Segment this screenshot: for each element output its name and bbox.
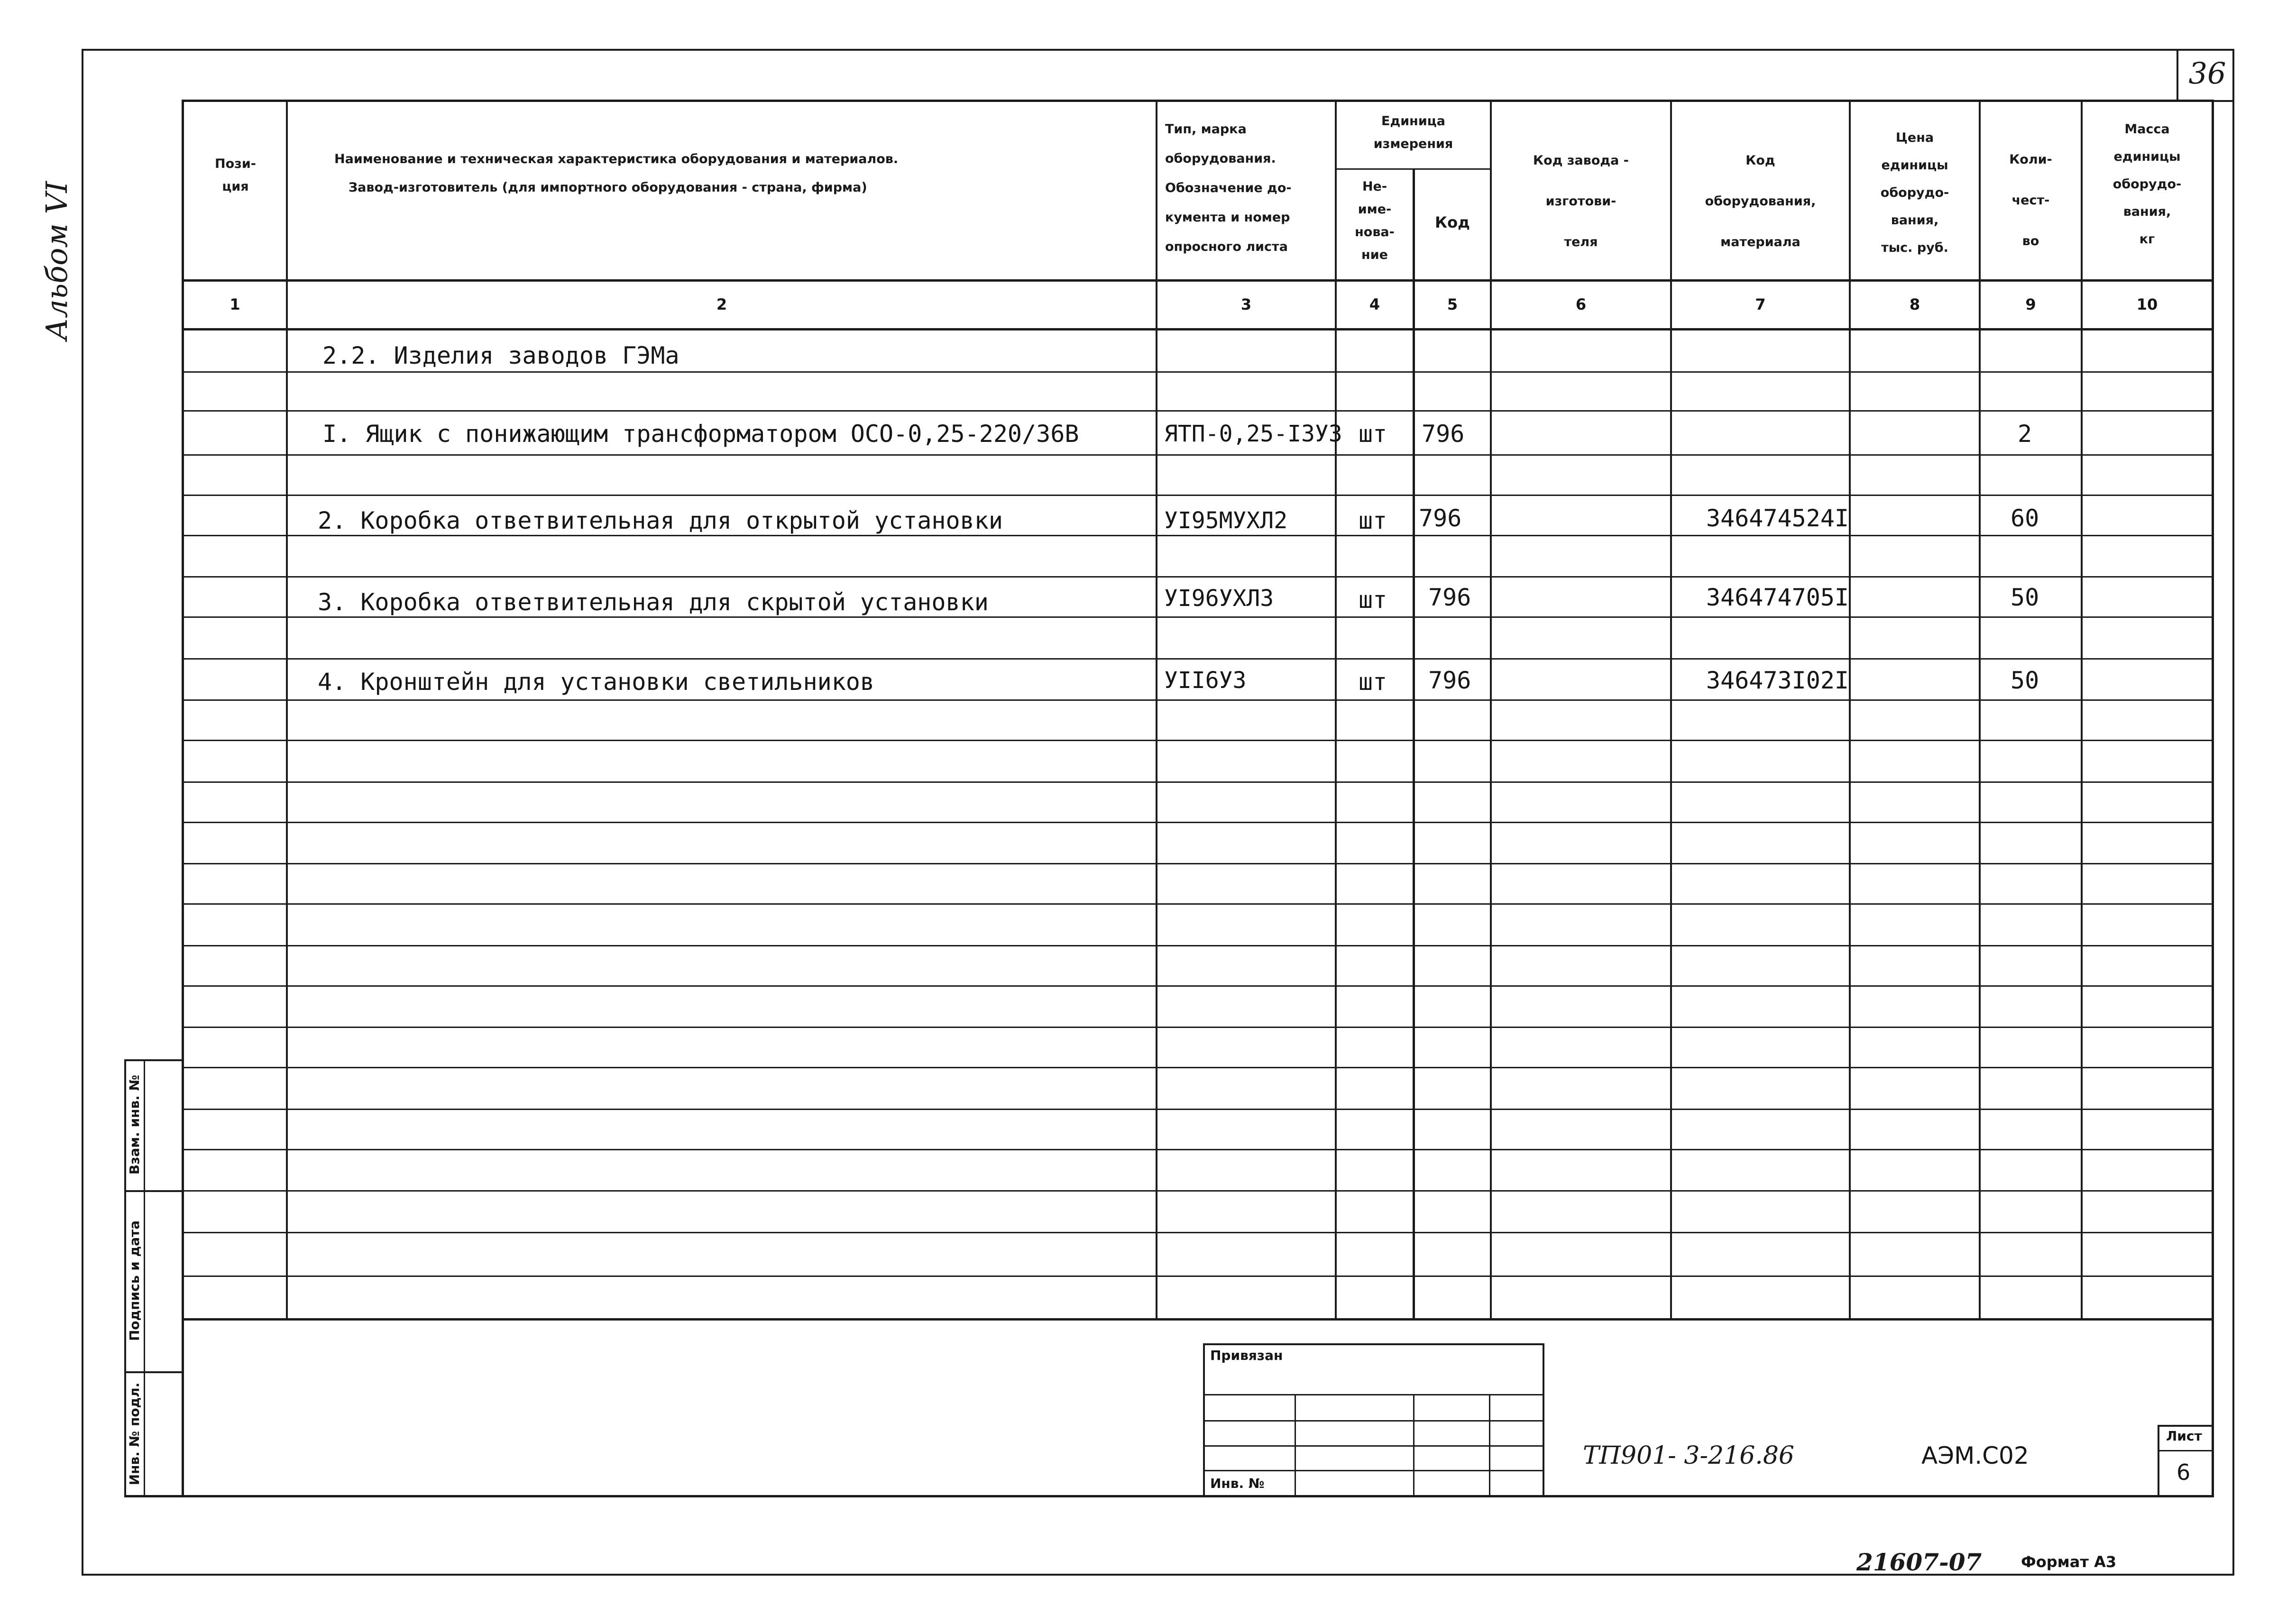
stamp-inv-orig: Инв. № подл. <box>127 1382 142 1486</box>
col8-header: Цена единицы оборудо- вания, тыс. руб. <box>1880 130 1949 255</box>
col-number-5: 5 <box>1447 295 1458 313</box>
item-type: УII6У3 <box>1164 667 1247 694</box>
col-number-10: 10 <box>2136 295 2158 313</box>
item-name: 3. Коробка ответвительная для скрытой установки <box>318 588 989 616</box>
col-number-2: 2 <box>716 295 727 313</box>
item-qty: 50 <box>2011 584 2039 611</box>
item-qty: 2 <box>2018 420 2032 448</box>
doc-code: ТП901- 3-216.86 <box>1583 1441 1794 1470</box>
section-heading: 2.2. Изделия заводов ГЭМа <box>322 342 680 369</box>
inner-frame-bottom <box>182 1495 2214 1497</box>
outer-frame-right <box>2232 49 2234 1576</box>
item-unit-code: 796 <box>1422 420 1465 448</box>
item-qty: 50 <box>2011 667 2039 694</box>
item-type: УI96УХЛ3 <box>1164 585 1274 612</box>
outer-frame-left <box>82 49 83 1576</box>
item-unit: шт <box>1359 586 1387 614</box>
col-number-4: 4 <box>1369 295 1380 313</box>
item-type: УI95МУХЛ2 <box>1164 507 1288 534</box>
col-number-9: 9 <box>2025 295 2036 313</box>
item-unit-code: 796 <box>1428 667 1471 694</box>
item-name: 4. Кронштейн для установки светильников <box>318 668 874 696</box>
item-unit: шт <box>1359 668 1387 696</box>
col6-header: Код завода - изготови- теля <box>1533 153 1629 249</box>
item-type: ЯТП-0,25-I3УЗ <box>1164 421 1342 447</box>
col4-header: Не- име- нова- ние <box>1355 179 1395 262</box>
album-label: Альбом VI <box>39 181 74 340</box>
item-code: 346474705I <box>1706 584 1849 611</box>
doc-mark: АЭМ.С02 <box>1921 1442 2029 1469</box>
col45-header: Единица измерения <box>1373 114 1453 151</box>
item-name: I. Ящик с понижающим трансформатором ОСО-0,25-220/36В <box>322 420 1079 448</box>
item-code: 346473I02I <box>1706 667 1849 694</box>
item-unit-code: 796 <box>1419 505 1462 532</box>
archive-number: 21607-07 <box>1856 1548 1982 1576</box>
col5-header: Код <box>1435 213 1470 231</box>
format-label: Формат А3 <box>2021 1553 2117 1571</box>
privyazan-label: Привязан <box>1210 1348 1283 1363</box>
outer-frame-top <box>82 49 2234 51</box>
inner-frame-right <box>2212 100 2214 1497</box>
col9-header: Коли- чест- во <box>2009 152 2052 248</box>
inner-frame-top <box>182 100 2214 102</box>
stamp-sign-date: Подпись и дата <box>127 1220 142 1341</box>
col-number-6: 6 <box>1575 295 1587 313</box>
item-qty: 60 <box>2011 505 2039 532</box>
item-unit-code: 796 <box>1428 584 1471 611</box>
col2-header: Наименование и техническая характеристика оборудования и материалов. Завод-изготовитель (для импортного оборудования - страна, фирма) <box>334 152 899 195</box>
inv-no-label: Инв. № <box>1210 1476 1265 1491</box>
item-unit: шт <box>1359 420 1387 448</box>
col1-header: Пози- ция <box>215 156 256 194</box>
col3-header: Тип, марка оборудования. Обозначение до- кумента и номер опросного листа <box>1165 122 1292 254</box>
item-unit: шт <box>1359 507 1387 534</box>
col-number-3: 3 <box>1240 295 1252 313</box>
item-code: 346474524I <box>1706 505 1849 532</box>
col7-header: Код оборудования, материала <box>1705 153 1816 249</box>
sheet-label: Лист <box>2166 1428 2202 1444</box>
col-number-1: 1 <box>230 295 240 313</box>
col-number-8: 8 <box>1909 295 1920 313</box>
sheet-top-number: 36 <box>2188 56 2226 91</box>
col-number-7: 7 <box>1755 295 1766 313</box>
item-name: 2. Коробка ответвительная для открытой установки <box>318 507 1003 534</box>
sheet-number: 6 <box>2177 1459 2191 1485</box>
stamp-vzam-inv: Взам. инв. № <box>127 1074 142 1175</box>
col10-header: Масса единицы оборудо- вания, кг <box>2112 122 2182 247</box>
